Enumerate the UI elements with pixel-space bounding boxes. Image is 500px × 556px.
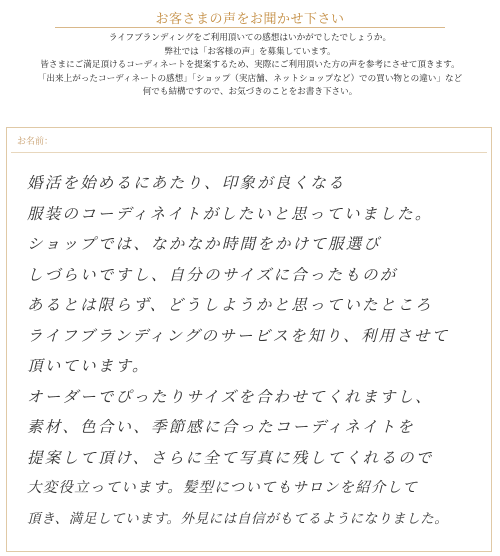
handwritten-line: 素材、色合い、季節感に合ったコーディネイトを [27, 418, 415, 436]
title-divider [55, 27, 445, 28]
intro-line: 弊社では「お客様の声」を募集しています。 [164, 46, 336, 57]
header [0, 0, 500, 30]
handwritten-line: 頂き、満足しています。外見には自信がもてるようになりました。 [27, 510, 449, 527]
feedback-form [6, 127, 492, 552]
handwritten-comment [27, 168, 491, 534]
page-title: お客さまの声をお聞かせ下さい [155, 12, 345, 27]
handwritten-line: 提案して頂け、さらに全て写真に残してくれるので [27, 448, 434, 467]
intro-line: 皆さまにご満足頂けるコーディネートを提案するため、実際にご利用頂いた方の声を参考にさせて頂きます。 [40, 60, 460, 70]
intro-line: 何でも結構ですので、お気づきのことをお書き下さい。 [142, 87, 358, 97]
handwritten-line: 服装のコーディネイトがしたいと思っていました。 [27, 204, 433, 223]
handwritten-line: ショップでは、なかなか時間をかけて服選び [27, 235, 382, 253]
handwritten-line: あるとは限らず、どうしようかと思っていたところ [27, 296, 433, 314]
handwritten-line: オーダーでぴったりサイズを合わせてくれますし、 [27, 387, 433, 406]
handwritten-line: 大変役立っています。髪型についてもサロンを紹介して [27, 480, 419, 496]
name-field-label: お名前： [17, 137, 54, 147]
intro-line: 「出来上がったコーディネートの感想」「ショップ（実店舗、ネットショップなど）での買い物との違い」など [37, 73, 463, 84]
handwritten-line: ライフブランディングのサービスを知り、利用させて [27, 326, 450, 345]
handwritten-line: 婚活を始めるにあたり、印象が良くなる [27, 174, 346, 192]
intro-text [0, 32, 500, 100]
intro-line: ライフブランディングをご利用頂いての感想はいかがでしたでしょうか。 [108, 33, 392, 43]
name-field-line [11, 152, 487, 153]
handwritten-line: しづらいですし、自分のサイズに合ったものが [27, 265, 398, 284]
handwritten-line: 頂いています。 [27, 357, 150, 375]
